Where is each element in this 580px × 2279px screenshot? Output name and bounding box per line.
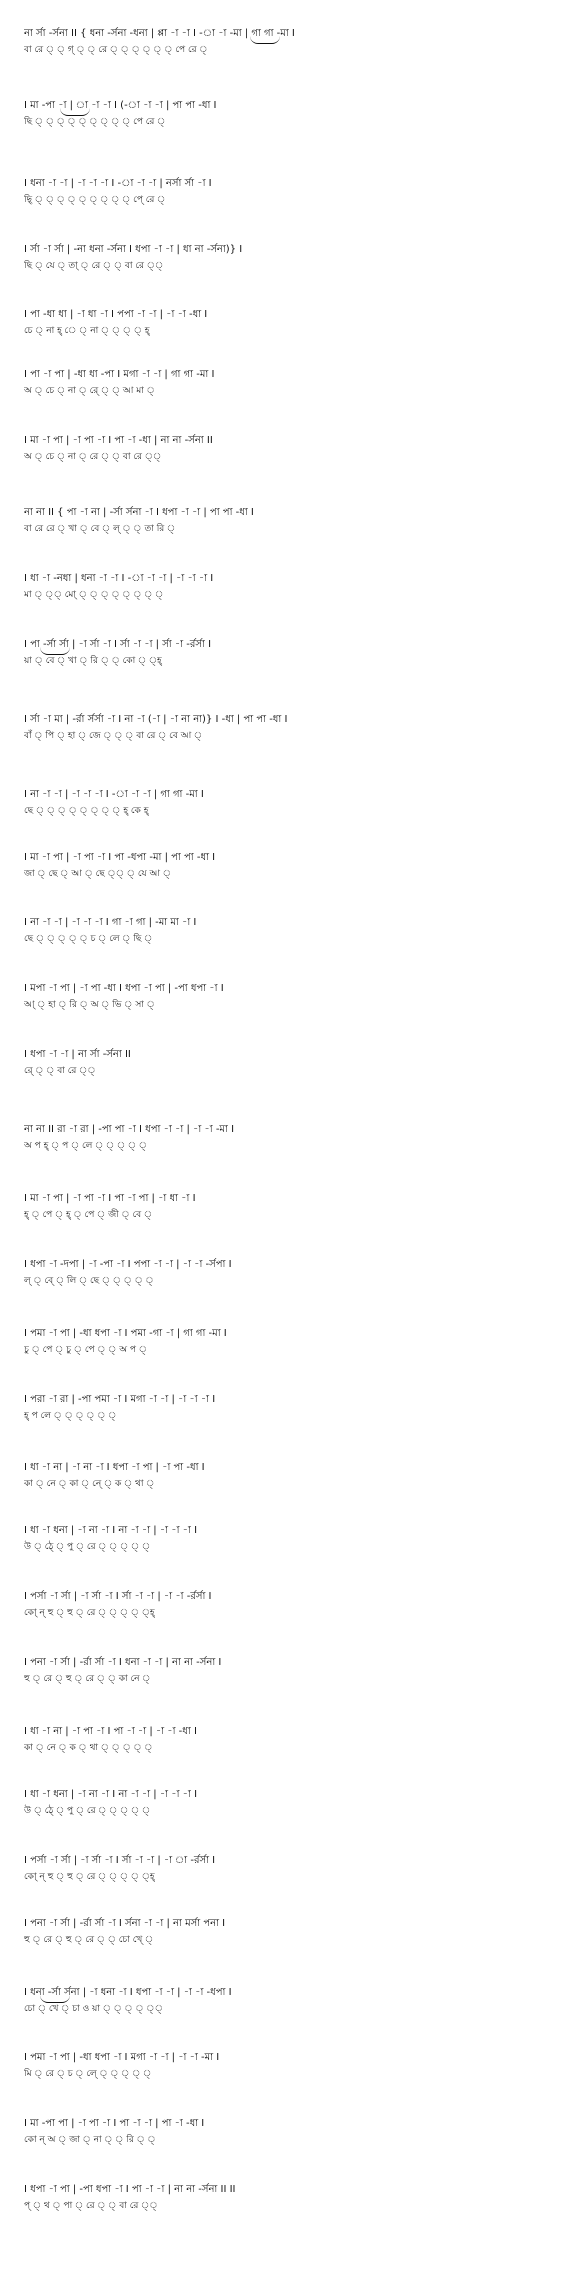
lyric-line: প্ ্ থ ্ পা ্ রে ্ ্ বা রে ্্ xyxy=(24,2201,158,2211)
lyric-line: বা রে ্ ্ গ্ ্ ্ রে ্ ্ ্ ্ ্ ্ পে রে ্ xyxy=(24,45,208,55)
lyric-line: ছি ্ ্ ্ ্ ্ ্ ্ ্ ্ পে রে ্ xyxy=(24,117,166,127)
swara-line: I পমা -া পা | -ধা ধপা -া I মগা -া -া | -া -া -মা I xyxy=(24,2052,220,2063)
swara-line: I মপা -া পা | -া পা -ধা I ধপা -া পা | -পা ধপা -া I xyxy=(24,983,224,994)
swara-line: I পরা -া রা | -পা পমা -া I মগা -া -া | -া -া -া I xyxy=(24,1394,216,1405)
lyric-line: রে্ ্ ্ বা রে ্্ xyxy=(24,1066,96,1076)
lyric-line: কো্ ন্ হু ্ হু ্ রে ্ ্ ্ ্ ্হ্ xyxy=(24,1872,155,1882)
swara-line: I পর্সা -া র্সা | -া র্সা -া I র্সা -া -া | -া -া -র্রর্সা I xyxy=(24,1591,212,1602)
notation-block xyxy=(0,1590,580,1626)
notation-block xyxy=(0,1986,580,2022)
lyric-line: ছি ্ যে ্ তা্ ্ রে ্ ্ বা রে ্্ xyxy=(24,261,164,271)
slur-mark xyxy=(60,108,90,116)
notation-block xyxy=(0,506,580,542)
lyric-line: অ প হ্ ্ প ্ লে ্ ্ ্ ্ ্ xyxy=(24,1141,147,1151)
notation-block xyxy=(0,713,580,749)
lyric-line: চো ্ খে ্ চা ও য়া ্ ্ ্ ্ ্্ xyxy=(24,2004,163,2014)
lyric-line: উ ্ ঠে্ ্ পু ্ রে ্ ্ ্ ্ ্ xyxy=(24,1542,151,1552)
lyric-line: অ ্ চে ্ না ্ রে ্ ্ বা রে ্্ xyxy=(24,452,162,462)
swara-line: I মা -া পা | -া পা -া I পা -ধপা -মা | পা পা -ধা I xyxy=(24,852,216,863)
lyric-line: মা ্ ্্ মো্ ্ ্ ্ ্ ্ ্ ্ ্ xyxy=(24,590,164,600)
notation-block xyxy=(0,572,580,608)
notation-block xyxy=(0,1192,580,1228)
swara-line: I পা -র্সা র্সা | -া র্সা -া I র্সা -া -া | র্সা -া -র্রর্সা I xyxy=(24,639,212,650)
swara-line: I মা -পা পা | -া পা -া I পা -া -া | পা -া -ধা I xyxy=(24,2118,205,2129)
notation-block xyxy=(0,1123,580,1159)
swara-line: I ধা -া ধনা | -া না -া I না -া -া | -া -া -া I xyxy=(24,1525,198,1536)
swara-line: I পনা -া র্সা | -র্রা র্সা -া I র্সনা -া -া | না মর্সা পনা I xyxy=(24,1918,226,1929)
swara-line: I না -া -া | -া -া -া I -া -া -া | গা গা -মা I xyxy=(24,789,204,800)
swara-line: I ধা -া ধনা | -া না -া I না -া -া | -া -া -া I xyxy=(24,1789,198,1800)
notation-block xyxy=(0,1656,580,1692)
swara-line: I র্সা -া মা | -র্রা র্সর্সা -া I না -া (-া | -া না না)} I -ধা | পা পা -ধা I xyxy=(24,714,288,725)
swara-line: I না -া -া | -া -া -া I গা -া গা | -মা মা -া I xyxy=(24,917,197,928)
lyric-line: উ ্ ঠে্ ্ পু ্ রে ্ ্ ্ ্ ্ xyxy=(24,1806,151,1816)
lyric-line: ছে ্ ্ ্ ্ ্ ্ ্ ্ হ্ কে হ্ xyxy=(24,806,149,816)
notation-block xyxy=(0,2051,580,2087)
notation-block xyxy=(0,1327,580,1363)
lyric-line: ছি্ ্ ্ ্ ্ ্ ্ ্ ্ ্ পে্ রে ্ xyxy=(24,195,166,205)
swara-line: I মা -া পা | -া পা -া I পা -া পা | -া ধা -া I xyxy=(24,1193,196,1204)
swara-line: I পর্সা -া র্সা | -া র্সা -া I র্সা -া -া | -া া -র্রর্সা I xyxy=(24,1855,216,1866)
slur-mark xyxy=(250,36,280,44)
lyric-line: চে ্ না হ্ ে ্ না ্ ্ ্ ্ হ্ xyxy=(24,326,150,336)
lyric-line: য়া ্ বে ্ খা ্ রি ্ ্ কো ্ ্হ্ xyxy=(24,656,162,666)
notation-block xyxy=(0,638,580,674)
notation-block xyxy=(0,788,580,824)
notation-block xyxy=(0,2183,580,2219)
notation-block xyxy=(0,27,580,63)
swara-line: I পা -ধা ধা | -া ধা -া I পপা -া -া | -া -া -ধা I xyxy=(24,309,208,320)
swara-line: I ধপা -া -দপা | -া -পা -া I পপা -া -া | -া -া -র্সপা I xyxy=(24,1259,232,1270)
notation-block xyxy=(0,99,580,135)
lyric-line: হ্ প লে ্ ্ ্ ্ ্ ্ xyxy=(24,1411,117,1421)
notation-block xyxy=(0,1461,580,1497)
lyric-line: অ ্ চে ্ না ্ রে্ ্ ্ আ মা ্ xyxy=(24,386,155,396)
lyric-line: মি ্ রে ্ চ ্ লে্ ্ ্ ্ ্ ্ xyxy=(24,2069,152,2079)
notation-block xyxy=(0,1393,580,1429)
swara-line: না না II { পা -া না | -র্সা র্সনা -া I ধপা -া -া | পা পা -ধা I xyxy=(24,507,254,518)
lyric-line: আ্ ্ হা ্ রি ্ অ ্ ভি ্ সা ্ xyxy=(24,1000,155,1010)
notation-block xyxy=(0,177,580,213)
lyric-line: কা ্ নে ্ কা ্ নে্ ্ ক ্ থা ্ xyxy=(24,1479,155,1489)
lyric-line: হু ্ রে ্ হু ্ রে ্ ্ কা নে ্ xyxy=(24,1674,151,1684)
lyric-line: বা রে রে ্ খা ্ বে ্ ল্ ্ ্ তা রি ্ xyxy=(24,524,176,534)
lyric-line: জা ্ ছে ্ আ ্ ছে ্্ ্ যে আ ্ xyxy=(24,869,171,879)
swara-line: I ধপা -া -া | না র্সা -র্সনা II xyxy=(24,1049,131,1060)
notation-block xyxy=(0,308,580,344)
swara-line: I পমা -া পা | -ধা ধপা -া I পমা -গা -া | গা গা -মা I xyxy=(24,1328,227,1339)
lyric-line: হ্ ্ পে ্ হ্ ্ পে ্ জী ্ বে ্ xyxy=(24,1210,153,1220)
swara-line: I মা -া পা | -া পা -া I পা -া -ধা | না না -র্সনা II xyxy=(24,435,213,446)
lyric-line: কো ন্ অ ্ জা ্ না ্ ্ রি ্ ্ xyxy=(24,2135,156,2145)
notation-block xyxy=(0,1048,580,1084)
notation-block xyxy=(0,851,580,887)
swara-line: I পা -া পা | -ধা ধা -পা I মগা -া -া | গা গা -মা I xyxy=(24,369,215,380)
swara-line: I পনা -া র্সা | -র্রা র্সা -া I ধনা -া -া | না না -র্সনা I xyxy=(24,1657,222,1668)
notation-block xyxy=(0,368,580,404)
slur-mark xyxy=(40,647,70,655)
swara-line: না র্সা -র্সনা II { ধনা -র্সনা -ধনা | প্পা -া -া I -া -া -মা | গা গা -মা I xyxy=(24,28,295,39)
notation-block xyxy=(0,2117,580,2153)
notation-block xyxy=(0,1725,580,1761)
lyric-line: চু ্ পে ্ চু ্ পে ্ ্ অ প ্ xyxy=(24,1345,147,1355)
lyric-line: ল্ ্ বে্ ্ লি ্ ছে ্ ্ ্ ্ ্ xyxy=(24,1276,154,1286)
notation-block xyxy=(0,982,580,1018)
notation-block xyxy=(0,1524,580,1560)
swara-line: I ধপা -া পা | -পা ধপা -া I পা -া -া | না না -র্সনা II II xyxy=(24,2184,236,2195)
notation-block xyxy=(0,1788,580,1824)
slur-mark xyxy=(40,1995,70,2003)
notation-block xyxy=(0,1258,580,1294)
swara-line: I ধনা -া -া | -া -া -া I -া -া -া | নর্সা র্সা -া I xyxy=(24,178,212,189)
lyric-line: কো্ ন্ হু ্ হু ্ রে ্ ্ ্ ্ ্হ্ xyxy=(24,1608,155,1618)
lyric-line: কা ্ নে ্ ক ্ থা ্ ্ ্ ্ ্ xyxy=(24,1743,153,1753)
lyric-line: হু ্ রে ্ হু ্ রে ্ ্ চো খে্ ্ xyxy=(24,1935,154,1945)
swara-line: I ধা -া -নধা | ধনা -া -া I -া -া -া | -া -া -া I xyxy=(24,573,214,584)
swara-line: I ধা -া না | -া পা -া I পা -া -া | -া -া -ধা I xyxy=(24,1726,197,1737)
notation-block xyxy=(0,243,580,279)
swara-line: I ধনা -র্সা র্সনা | -া ধনা -া I ধপা -া -া | -া -া -ধপা I xyxy=(24,1987,232,1998)
swara-line: I ধা -া না | -া না -া I ধপা -া পা | -া পা -ধা I xyxy=(24,1462,205,1473)
lyric-line: বাঁ ্ পি ্ হা ্ জে ্ ্ ্ বা রে ্ বে আ ্ xyxy=(24,731,203,741)
notation-block xyxy=(0,1917,580,1953)
notation-block xyxy=(0,1854,580,1890)
swara-line: I মা -পা -া | া -া -া I (-া -া -া | পা পা -ধা I xyxy=(24,100,217,111)
lyric-line: ছে ্ ্ ্ ্ ্ চ ্ লে ্ ছি ্ xyxy=(24,934,153,944)
swara-line: I র্সা -া র্সা | -না ধনা -র্সনা I ধপা -া -া | ধা না -র্সনা)} I xyxy=(24,244,243,255)
swara-line: না না II রা -া রা | -পা পা -া I ধপা -া -া | -া -া -মা I xyxy=(24,1124,235,1135)
notation-block xyxy=(0,434,580,470)
notation-block xyxy=(0,916,580,952)
